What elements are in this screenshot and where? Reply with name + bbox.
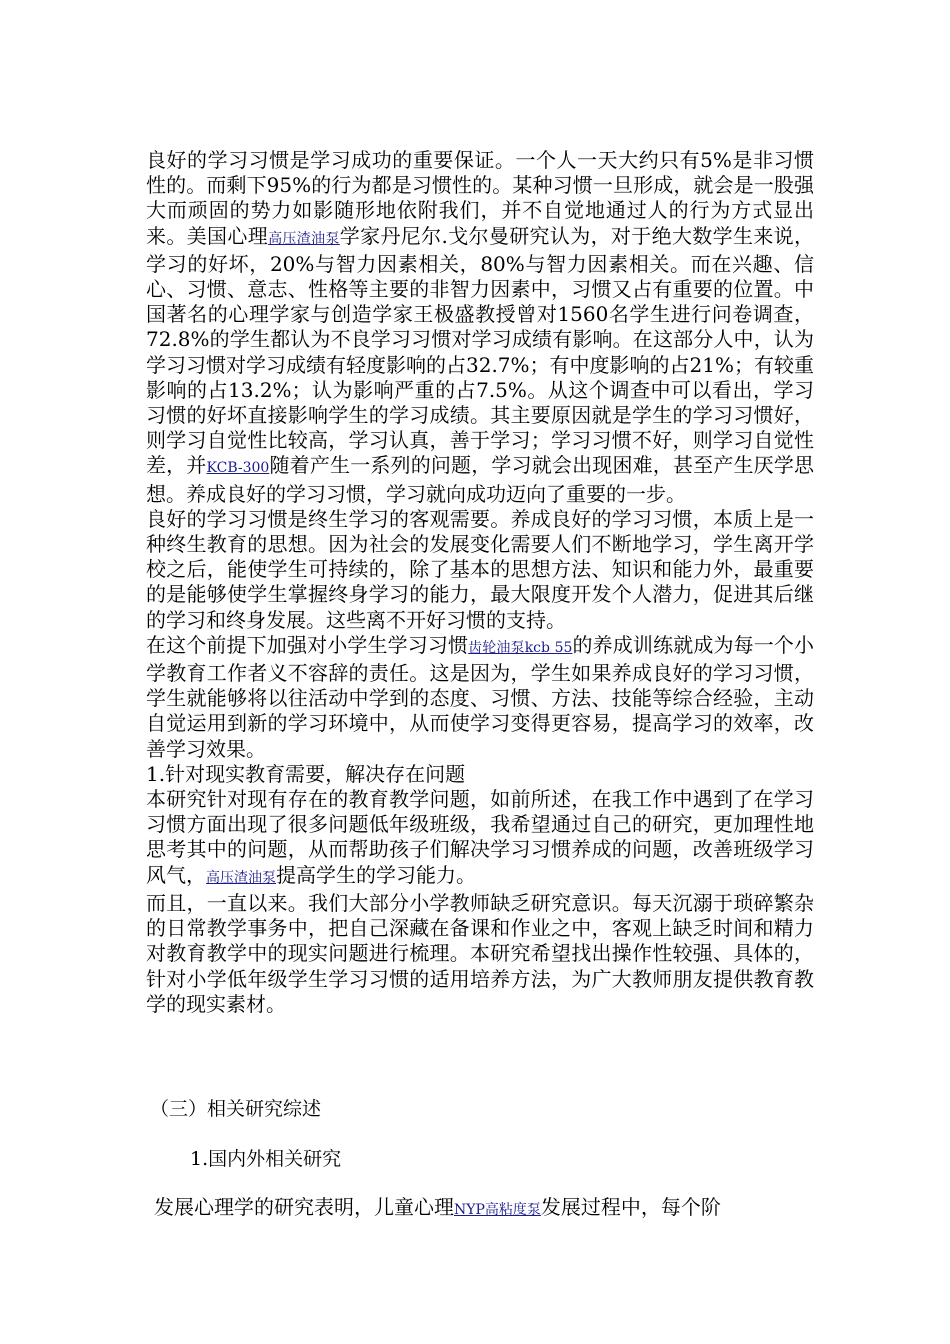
paragraph-text: 提高学生的学习能力。	[276, 862, 476, 887]
paragraph-text: 学家丹尼尔.戈尔曼研究认为，对于绝大数学生来说，学习的好坏，20%与智力因素相关，80%与智力因素相关。而在兴趣、信心、习惯、意志、性格等主要的非智力因素中，习惯又占有重要的位置。中国著名的心理学家与创造学家王极盛教授曾对1560名学生进行问卷调查，72.8%的学生都认为不良学习习惯对学习成绩有影响。在这部分人中，认为学习习惯对学习成绩有轻度影响的占32.7%；有中度影响的占21%；有较重影响的占13.2%；认为影响严重的占7.5%。从这个调查中可以看出，学习习惯的好坏直接影响学生的学习成绩。其主要原因就是学生的学习习惯好，则学习自觉性比较高，学习认真，善于学习；学习习惯不好，则学习自觉性差，并	[146, 223, 815, 478]
inline-link[interactable]: 高压渣油泵	[206, 869, 276, 886]
inline-link[interactable]: NYP高粘度泵	[454, 1202, 541, 1218]
sub-heading: 1.国内外相关研究	[190, 1148, 342, 1170]
paragraph-text: 的养成训练就成为每一个小学教育工作者义不容辞的责任。这是因为，学生如果养成良好的学习习惯，学生就能够将以往活动中学到的态度、习惯、方法、技能等综合经验，主动自觉运用到新的学习环境中，从而使学习变得更容易，提高学习的效率，改善学习效果。	[146, 632, 815, 761]
paragraph-text: 在这个前提下加强对小学生学习习惯	[146, 632, 469, 657]
paragraph-text: 发展过程中，每个阶	[540, 1195, 721, 1219]
paragraph-text: 良好的学习习惯是学习成功的重要保证。一个人一天大约只有5%是非习惯性的。而剩下95%的行为都是习惯性的。某种习惯一旦形成，就会是一股强大而顽固的势力如影随形地依附我们，并不自觉地通过人的行为方式显出来。美国心理	[146, 148, 814, 248]
body-text	[146, 148, 814, 1017]
paragraph-text: 本研究针对现有存在的教育教学问题，如前所述，在我工作中遇到了在学习习惯方面出现了很多问题低年级班级，我希望通过自己的研究，更加理性地思考其中的问题，从而帮助孩子们解决学习习惯养成的问题，改善班级学习风气，	[146, 787, 814, 887]
paragraph	[146, 787, 814, 891]
paragraph-text: 而且，一直以来。我们大部分小学教师缺乏研究意识。每天沉溺于琐碎繁杂的日常教学事务中，把自己深藏在备课和作业之中，客观上缺乏时间和精力对教育教学中的现实问题进行梳理。本研究希望找出操作性较强、具体的，针对小学低年级学生学习习惯的适用培养方法，为广大教师朋友提供教育教学的现实素材。	[146, 890, 814, 1016]
paragraph	[146, 507, 814, 633]
inline-link[interactable]: KCB-300	[206, 460, 270, 477]
section-heading: （三）相关研究综述	[150, 1098, 322, 1120]
inline-link[interactable]: 高压渣油泵	[268, 230, 340, 247]
inline-link[interactable]: 齿轮油泵kcb 55	[468, 639, 573, 656]
paragraph-text: 1.针对现实教育需要，解决存在问题	[146, 761, 466, 786]
paragraph	[146, 148, 814, 507]
paragraph-text: 良好的学习习惯是终生学习的客观需要。养成良好的学习习惯，本质上是一种终生教育的思想。因为社会的发展变化需要人们不断地学习，学生离开学校之后，能使学生可持续的，除了基本的思想方法、知识和能力外，最重要的是能够使学生掌握终身学习的能力，最大限度开发个人潜力，促进其后继的学习和终身发展。这些离不开好习惯的支持。	[146, 506, 814, 632]
paragraph	[146, 891, 814, 1017]
last-paragraph	[154, 1194, 814, 1223]
paragraph-text: 随着产生一系列的问题，学习就会出现困难，甚至产生厌学思想。养成良好的学习习惯，学习就向成功迈向了重要的一步。	[146, 453, 815, 506]
paragraph-text: 发展心理学的研究表明，儿童心理	[154, 1195, 454, 1219]
paragraph	[146, 633, 814, 762]
paragraph	[146, 762, 814, 787]
